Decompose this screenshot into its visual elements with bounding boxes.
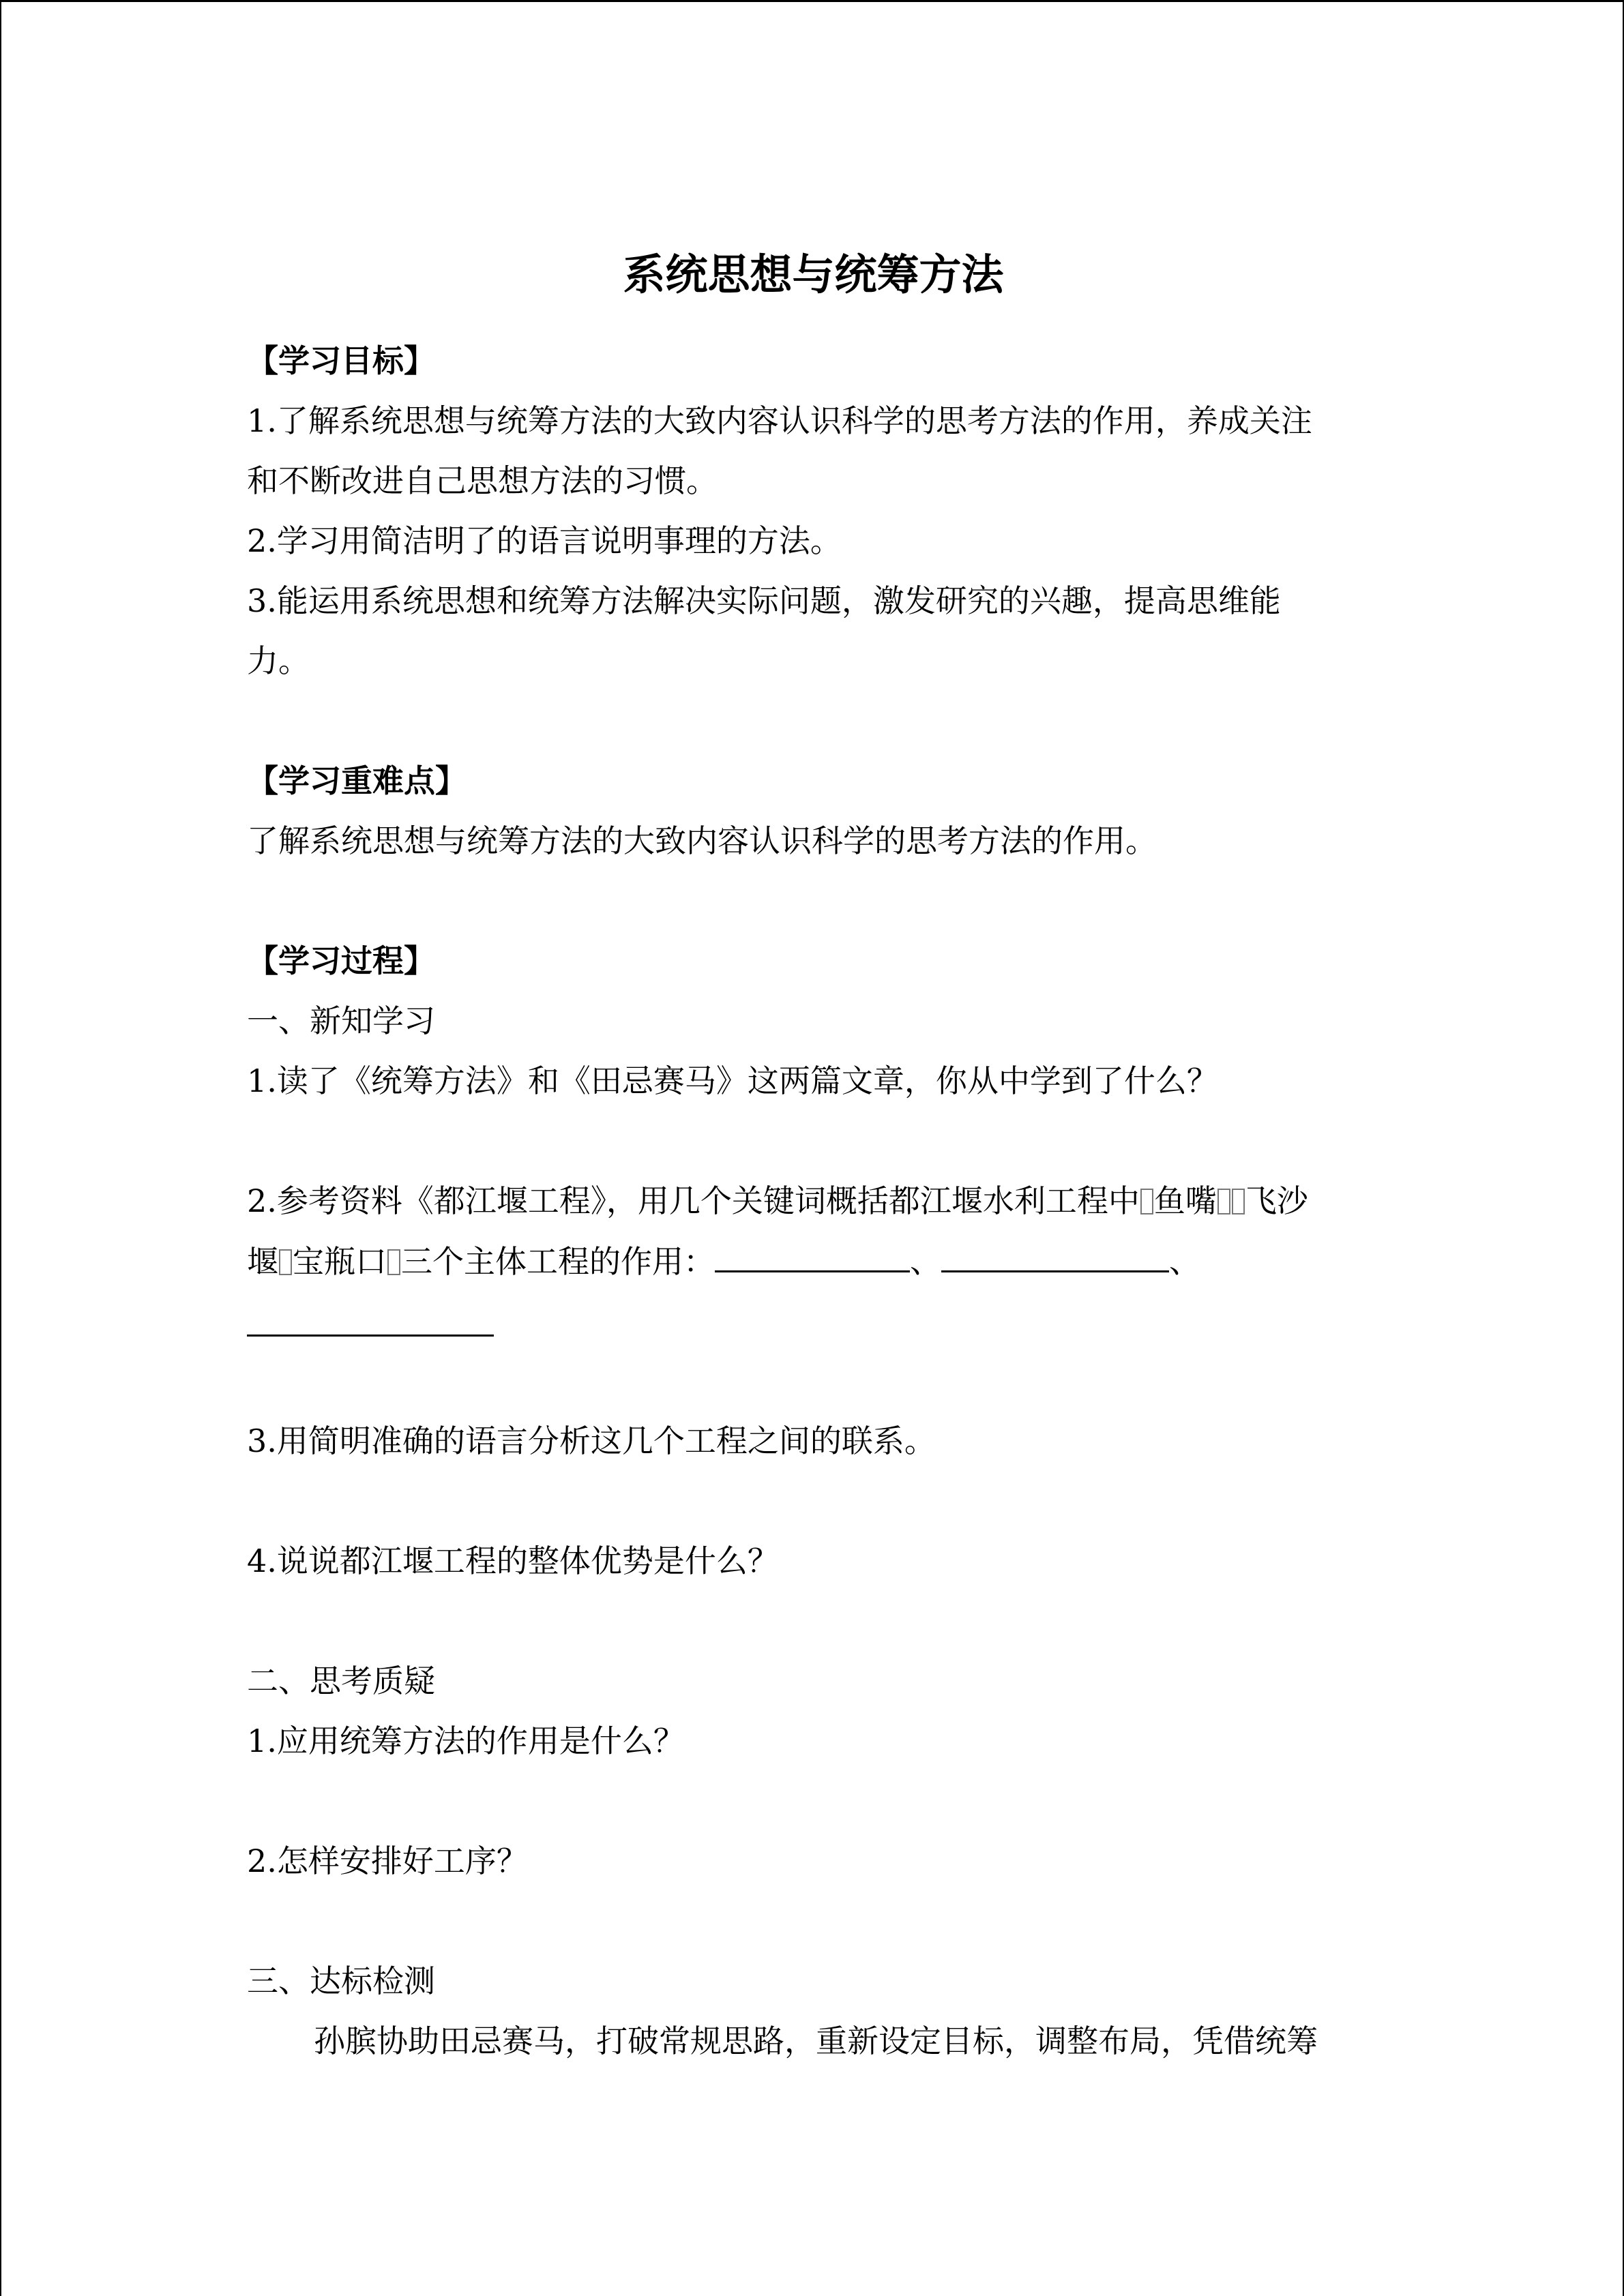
objective-line-5: 力。 (247, 642, 310, 679)
objective-line-3: 2.学习用简洁明了的语言说明事理的方法。 (247, 522, 842, 559)
objectives-heading: 【学习目标】 (247, 342, 435, 379)
q2-text-d: 堰 (247, 1243, 278, 1280)
q2-separator-2: 、 (1169, 1243, 1200, 1280)
missing-glyph-box (1217, 1189, 1230, 1214)
part1-question-4: 4.说说都江堰工程的整体优势是什么？ (247, 1542, 779, 1579)
objective-line-1: 1.了解系统思想与统筹方法的大致内容认识科学的思考方法的作用，养成关注 (247, 402, 1312, 439)
part3-text: 孙膑协助田忌赛马，打破常规思路，重新设定目标，调整布局，凭借统筹 (314, 2023, 1318, 2059)
key-points-heading: 【学习重难点】 (247, 762, 467, 799)
answer-blank-3[interactable] (247, 1335, 494, 1337)
missing-glyph-box (279, 1249, 292, 1275)
process-heading: 【学习过程】 (247, 942, 435, 979)
q2-separator-1: 、 (910, 1243, 941, 1280)
q2-text-f: 三个主体工程的作用： (401, 1243, 715, 1280)
objective-line-4: 3.能运用系统思想和统筹方法解决实际问题，激发研究的兴趣，提高思维能 (247, 582, 1281, 619)
q2-text-c: 飞沙 (1245, 1182, 1308, 1219)
part2-question-2: 2.怎样安排好工序？ (247, 1843, 528, 1879)
q2-text-e: 宝瓶口 (293, 1243, 387, 1280)
part3-heading: 三、达标检测 (247, 1963, 435, 1999)
document-title: 系统思想与统筹方法 (623, 250, 1004, 299)
q2-text-a: 2.参考资料《都江堰工程》，用几个关键词概括都江堰水利工程中 (247, 1182, 1140, 1219)
key-points-line-1: 了解系统思想与统筹方法的大致内容认识科学的思考方法的作用。 (247, 822, 1157, 859)
part1-question-3: 3.用简明准确的语言分析这几个工程之间的联系。 (247, 1422, 936, 1459)
part2-heading: 二、思考质疑 (247, 1663, 435, 1699)
part1-heading: 一、新知学习 (247, 1002, 435, 1039)
answer-blank-1[interactable] (715, 1240, 910, 1272)
part1-question-1: 1.读了《统筹方法》和《田忌赛马》这两篇文章，你从中学到了什么？ (247, 1062, 1218, 1099)
q2-text-b: 鱼嘴 (1153, 1182, 1217, 1219)
objective-line-2: 和不断改进自己思想方法的习惯。 (247, 462, 718, 499)
part1-question-2-line-1 (247, 1180, 1406, 1221)
part2-question-1: 1.应用统筹方法的作用是什么？ (247, 1723, 685, 1759)
missing-glyph-box (1232, 1189, 1245, 1214)
missing-glyph-box (387, 1249, 400, 1275)
part1-question-2-line-2 (247, 1240, 1406, 1282)
answer-blank-2[interactable] (941, 1240, 1169, 1272)
missing-glyph-box (1140, 1189, 1153, 1214)
